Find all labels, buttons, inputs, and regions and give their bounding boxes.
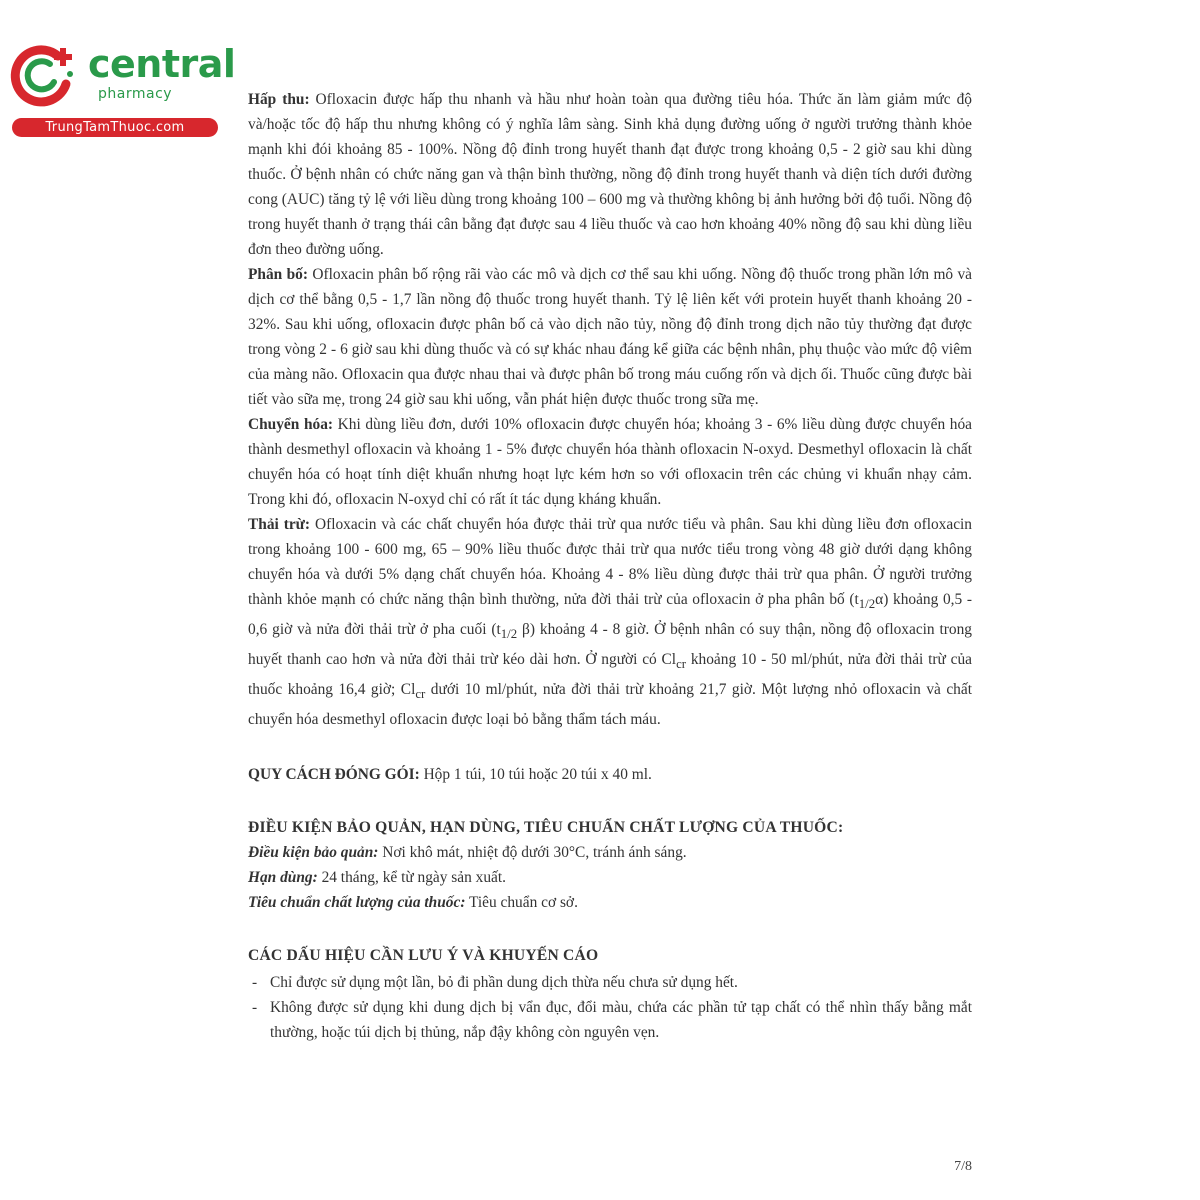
quality-standard-text: Tiêu chuẩn cơ sở. — [465, 894, 578, 912]
warning-item-text: Không được sử dụng khi dung dịch bị vẩn đục, đổi màu, chứa các phần tử tạp chất có thể nhìn thấy bằng mắt thường, hoặc túi dịch bị thủng, nắp đậy không còn nguyên vẹn. — [270, 999, 972, 1042]
absorption-label: Hấp thu: — [248, 91, 310, 108]
elimination-subscript-2: 1/2 — [500, 627, 518, 642]
elimination-label: Thải trừ: — [248, 516, 311, 533]
storage-conditions-label: Điều kiện bảo quản: — [248, 844, 379, 862]
bullet-dash: - — [252, 999, 258, 1017]
elimination-subscript-3: cr — [676, 657, 687, 672]
list-item — [248, 995, 972, 1045]
logo-sub-text: pharmacy — [98, 86, 173, 102]
distribution-paragraph — [248, 262, 972, 412]
distribution-label: Phân bố: — [248, 266, 308, 283]
warnings-list — [248, 970, 972, 1045]
elimination-subscript-1: 1/2 — [858, 597, 876, 612]
document-body — [248, 87, 972, 1045]
bullet-dash: - — [252, 974, 258, 992]
storage-conditions — [248, 840, 972, 865]
packaging-text: Hộp 1 túi, 10 túi hoặc 20 túi x 40 ml. — [419, 766, 652, 784]
storage-conditions-text: Nơi khô mát, nhiệt độ dưới 30°C, tránh ánh sáng. — [378, 844, 687, 862]
elimination-text-5: dưới 10 ml/phút, nửa đời thải trừ khoảng 21,7 giờ. Một lượng nhỏ ofloxacin và chất chuyển hóa desmethyl ofloxacin được loại bỏ bằng thẩm tách máu. — [248, 681, 972, 729]
absorption-paragraph — [248, 87, 972, 262]
quality-standard — [248, 890, 972, 915]
central-pharmacy-logo — [10, 40, 236, 140]
packaging-label: QUY CÁCH ĐÓNG GÓI: — [248, 766, 420, 784]
elimination-subscript-4: cr — [415, 687, 426, 702]
page-number: 7/8 — [954, 1159, 972, 1174]
storage-heading: ĐIỀU KIỆN BẢO QUẢN, HẠN DÙNG, TIÊU CHUẨN CHẤT LƯỢNG CỦA THUỐC: — [248, 819, 844, 837]
elimination-text-1: Ofloxacin và các chất chuyển hóa được thải trừ qua nước tiểu và phân. Sau khi dùng liều đơn ofloxacin trong khoảng 100 - 600 mg, 65 – 90% liều thuốc được thải trừ qua nước tiểu trong vòng 48 giờ dưới dạng không chuyển hóa và dưới 5% dạng chất chuyển hóa. Khoảng 4 - 8% liều dùng được thải trừ qua phân. Ở người trưởng thành khỏe mạnh có chức năng thận bình thường, nửa đời thải trừ của ofloxacin ở pha phân bố (t — [248, 516, 973, 608]
logo-brand-text: central — [88, 42, 236, 86]
warning-item-text: Chỉ được sử dụng một lần, bỏ đi phần dung dịch thừa nếu chưa sử dụng hết. — [270, 974, 738, 992]
shelf-life-label: Hạn dùng: — [248, 869, 318, 887]
warnings-heading: CÁC DẤU HIỆU CẦN LƯU Ý VÀ KHUYẾN CÁO — [248, 947, 599, 965]
elimination-paragraph — [248, 512, 972, 732]
elimination-text-3: β) khoảng 4 - 8 giờ. Ở bệnh nhân có suy thận, nồng độ ofloxacin trong huyết thanh cao hơn và nửa đời thải trừ kéo dài hơn. Ở người có Cl — [248, 621, 972, 669]
logo-site-banner: TrungTamThuoc.com — [12, 118, 218, 137]
metabolism-text: Khi dùng liều đơn, dưới 10% ofloxacin được chuyển hóa; khoảng 3 - 6% liều dùng được chuyển hóa thành desmethyl ofloxacin và khoảng 1 - 5% được chuyển hóa thành ofloxacin N-oxyd. Desmethyl ofloxacin là chất chuyển hóa có hoạt tính diệt khuẩn nhưng hoạt lực kém hơn so với ofloxacin trên các chủng vi khuẩn nhạy cảm. Trong khi đó, ofloxacin N-oxyd chỉ có rất ít tác dụng kháng khuẩn. — [248, 416, 972, 508]
packaging-paragraph — [248, 762, 972, 787]
shelf-life — [248, 865, 972, 890]
quality-standard-label: Tiêu chuẩn chất lượng của thuốc: — [248, 894, 466, 912]
pharmacy-cross-logo-icon — [10, 40, 80, 110]
elimination-text-4: khoảng 10 - 50 ml/phút, nửa đời thải trừ của thuốc khoảng 16,4 giờ; Cl — [248, 651, 972, 699]
distribution-text: Ofloxacin phân bố rộng rãi vào các mô và dịch cơ thể sau khi uống. Nồng độ thuốc trong phần lớn mô và dịch cơ thể bằng 0,5 - 1,7 lần nồng độ thuốc trong huyết thanh. Tỷ lệ liên kết với protein huyết thanh khoảng 20 - 32%. Sau khi uống, ofloxacin được phân bố cả vào dịch não tủy, nồng độ đỉnh trong dịch não tủy thường đạt được trong vòng 2 - 6 giờ sau khi dùng thuốc và có sự khác nhau đáng kể giữa các bệnh nhân, phụ thuộc vào mức độ viêm của màng não. Ofloxacin qua được nhau thai và được phân bố trong máu cuống rốn và dịch ối. Thuốc cũng được bài tiết vào sữa mẹ, trong 24 giờ sau khi uống, vẫn phát hiện được thuốc trong sữa mẹ. — [248, 266, 972, 408]
absorption-text: Ofloxacin được hấp thu nhanh và hầu như hoàn toàn qua đường tiêu hóa. Thức ăn làm giảm mức độ và/hoặc tốc độ hấp thu nhưng không có ý nghĩa lâm sàng. Sinh khả dụng đường uống ở người trưởng thành khỏe mạnh khi đói khoảng 85 - 100%. Nồng độ đỉnh trong huyết thanh đạt được trong khoảng 0,5 - 2 giờ sau khi dùng thuốc. Ở bệnh nhân có chức năng gan và thận bình thường, nồng độ đỉnh trong huyết thanh và diện tích dưới đường cong (AUC) tăng tỷ lệ với liều dùng trong khoảng 100 – 600 mg và thường không bị ảnh hưởng bởi độ tuổi. Nồng độ trong huyết thanh ở trạng thái cân bằng đạt được sau 4 liều thuốc và cao hơn khoảng 40% nồng độ sau khi dùng liều đơn theo đường uống. — [248, 91, 972, 258]
elimination-text-2: α) khoảng 0,5 - 0,6 giờ và nửa đời thải trừ ở pha cuối (t — [248, 591, 972, 639]
shelf-life-text: 24 tháng, kể từ ngày sản xuất. — [317, 869, 507, 887]
metabolism-label: Chuyển hóa: — [248, 416, 334, 433]
metabolism-paragraph — [248, 412, 972, 512]
list-item — [248, 970, 972, 995]
